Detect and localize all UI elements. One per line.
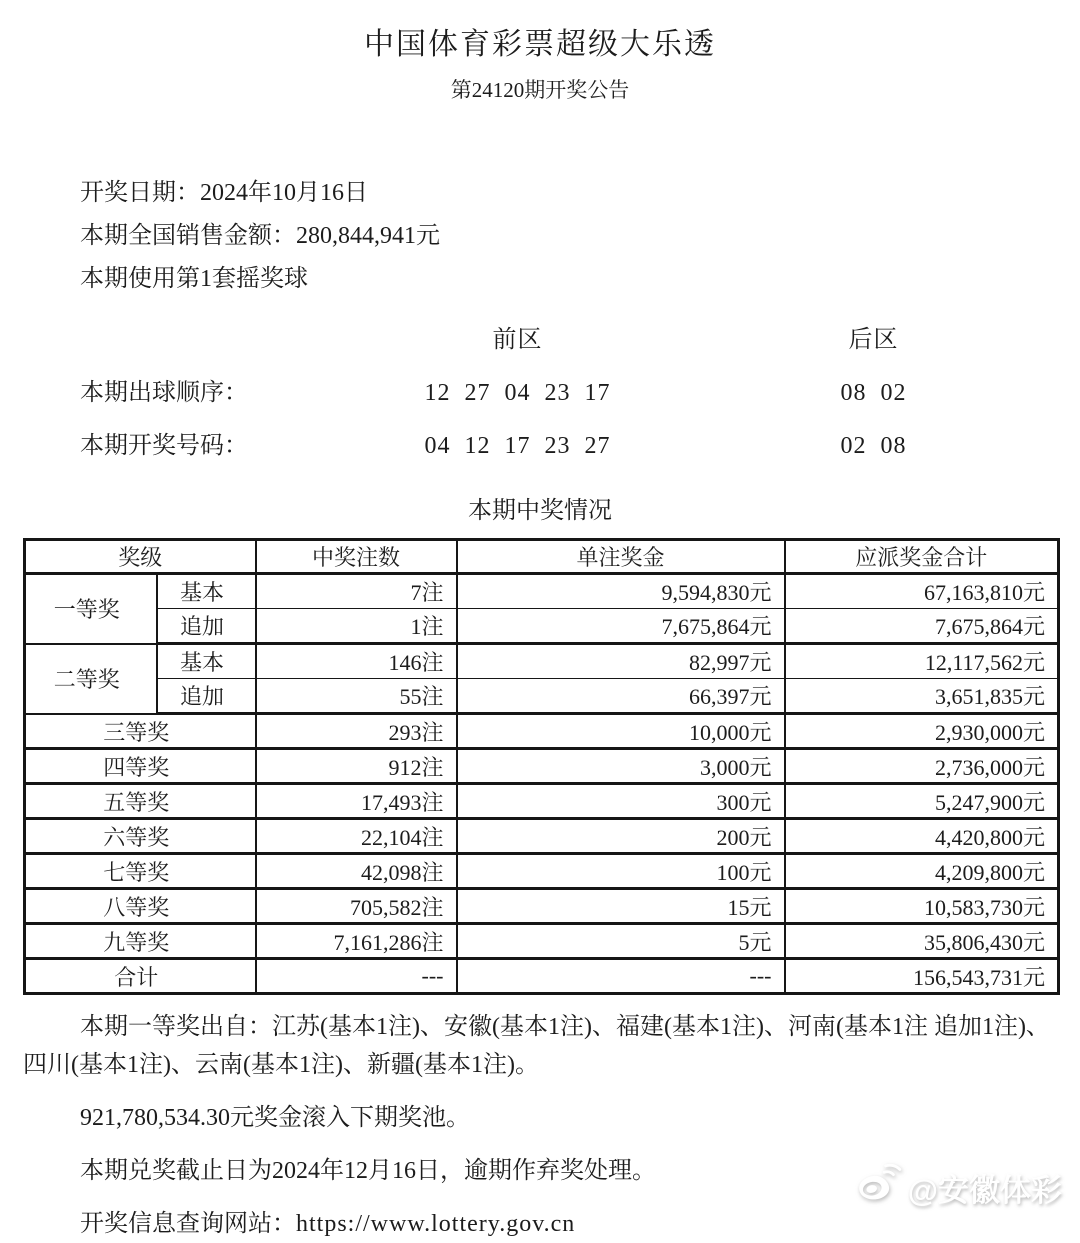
level-cell: 六等奖 xyxy=(25,819,256,854)
total-cell: 156,543,731元 xyxy=(785,959,1059,994)
total-cell: 2,930,000元 xyxy=(785,714,1059,749)
prize-cell: 7,675,864元 xyxy=(457,609,785,644)
sub-cell: 追加 xyxy=(157,609,256,644)
total-cell: 10,583,730元 xyxy=(785,889,1059,924)
ball-order-label: 本期出球顺序： xyxy=(80,380,248,406)
total-cell: 35,806,430元 xyxy=(785,924,1059,959)
prize-row-second-add xyxy=(25,679,1059,714)
level-cell: 八等奖 xyxy=(25,889,256,924)
prize-row-sixth xyxy=(25,819,1059,854)
total-cell: 5,247,900元 xyxy=(785,784,1059,819)
number-zones xyxy=(23,326,1057,460)
prize-row-fourth xyxy=(25,749,1059,784)
prize-cell: 3,000元 xyxy=(457,749,785,784)
query-site-url[interactable]: https://www.lottery.gov.cn xyxy=(296,1211,576,1237)
prize-row-second-basic xyxy=(25,644,1059,679)
total-cell: 2,736,000元 xyxy=(785,749,1059,784)
draw-date-line xyxy=(80,172,1057,215)
draw-info-block xyxy=(23,172,1057,301)
count-cell: 42,098注 xyxy=(256,854,457,889)
prize-cell: 200元 xyxy=(457,819,785,854)
total-cell: 4,420,800元 xyxy=(785,819,1059,854)
header-count: 中奖注数 xyxy=(256,540,457,574)
redeem-deadline-note: 本期兑奖截止日为2024年12月16日，逾期作弃奖处理。 xyxy=(80,1158,656,1184)
prize-cell: 15元 xyxy=(457,889,785,924)
header-total-prize: 应派奖金合计 xyxy=(785,540,1059,574)
prize-cell: 10,000元 xyxy=(457,714,785,749)
prize-cell: 66,397元 xyxy=(457,679,785,714)
watermark-text: @安徽体彩 xyxy=(907,1172,1062,1208)
back-zone-header: 后区 xyxy=(848,327,899,353)
zone-header-spacer xyxy=(23,326,345,354)
prize-row-fifth xyxy=(25,784,1059,819)
draw-date-value: 2024年10月16日 xyxy=(200,180,368,206)
front-zone-header: 前区 xyxy=(492,327,543,353)
prize-table-header-row xyxy=(25,540,1059,574)
count-cell: 912注 xyxy=(256,749,457,784)
prize-cell: --- xyxy=(457,959,785,994)
winning-back-numbers: 02 08 xyxy=(840,433,907,459)
prize-table-title: 本期中奖情况 xyxy=(468,498,612,524)
weibo-icon xyxy=(854,1163,900,1211)
watermark xyxy=(854,1163,1062,1211)
level-cell: 九等奖 xyxy=(25,924,256,959)
count-cell: --- xyxy=(256,959,457,994)
count-cell: 7注 xyxy=(256,574,457,609)
sub-cell: 追加 xyxy=(157,679,256,714)
prize-cell: 300元 xyxy=(457,784,785,819)
prize-row-eighth xyxy=(25,889,1059,924)
ball-set-line: 本期使用第1套摇奖球 xyxy=(80,266,308,292)
count-cell: 22,104注 xyxy=(256,819,457,854)
count-cell: 705,582注 xyxy=(256,889,457,924)
level-cell: 二等奖 xyxy=(25,644,157,714)
sales-value: 280,844,941元 xyxy=(296,223,440,249)
prize-cell: 82,997元 xyxy=(457,644,785,679)
prize-row-third xyxy=(25,714,1059,749)
prize-cell: 9,594,830元 xyxy=(457,574,785,609)
level-cell: 三等奖 xyxy=(25,714,256,749)
count-cell: 55注 xyxy=(256,679,457,714)
prize-row-ninth xyxy=(25,924,1059,959)
ball-order-front-numbers: 12 27 04 23 17 xyxy=(424,380,611,406)
total-cell: 7,675,864元 xyxy=(785,609,1059,644)
count-cell: 293注 xyxy=(256,714,457,749)
count-cell: 7,161,286注 xyxy=(256,924,457,959)
sub-cell: 基本 xyxy=(157,644,256,679)
level-cell: 四等奖 xyxy=(25,749,256,784)
sub-cell: 基本 xyxy=(157,574,256,609)
draw-date-label: 开奖日期： xyxy=(80,180,200,206)
zone-header-row xyxy=(23,326,1057,354)
total-cell: 67,163,810元 xyxy=(785,574,1059,609)
page-title: 中国体育彩票超级大乐透 xyxy=(364,28,716,61)
prize-row-first-add xyxy=(25,609,1059,644)
level-cell: 一等奖 xyxy=(25,574,157,644)
prize-row-first-basic xyxy=(25,574,1059,609)
total-cell: 4,209,800元 xyxy=(785,854,1059,889)
level-cell: 五等奖 xyxy=(25,784,256,819)
winning-front-numbers: 04 12 17 23 27 xyxy=(424,433,611,459)
rollover-note: 921,780,534.30元奖金滚入下期奖池。 xyxy=(80,1105,470,1131)
total-cell: 3,651,835元 xyxy=(785,679,1059,714)
prize-table xyxy=(23,538,1060,995)
ball-order-row xyxy=(23,379,1057,407)
prize-cell: 100元 xyxy=(457,854,785,889)
ball-order-back-numbers: 08 02 xyxy=(840,380,907,406)
sales-line xyxy=(80,215,1057,258)
sales-label: 本期全国销售金额： xyxy=(80,223,296,249)
level-cell: 合计 xyxy=(25,959,256,994)
header-single-prize: 单注奖金 xyxy=(457,540,785,574)
winning-numbers-label: 本期开奖号码： xyxy=(80,433,248,459)
issue-subtitle: 第24120期开奖公告 xyxy=(450,78,630,102)
prize-row-total xyxy=(25,959,1059,994)
header-level: 奖级 xyxy=(25,540,256,574)
first-prize-origin-note: 本期一等奖出自：江苏(基本1注)、安徽(基本1注)、福建(基本1注)、河南(基本1注 追加1注)、四川(基本1注)、云南(基本1注)、新疆(基本1注)。 xyxy=(23,1014,1050,1078)
query-site-label: 开奖信息查询网站： xyxy=(80,1211,296,1237)
prize-row-seventh xyxy=(25,854,1059,889)
count-cell: 1注 xyxy=(256,609,457,644)
count-cell: 17,493注 xyxy=(256,784,457,819)
prize-cell: 5元 xyxy=(457,924,785,959)
level-cell: 七等奖 xyxy=(25,854,256,889)
total-cell: 12,117,562元 xyxy=(785,644,1059,679)
count-cell: 146注 xyxy=(256,644,457,679)
winning-numbers-row xyxy=(23,432,1057,460)
